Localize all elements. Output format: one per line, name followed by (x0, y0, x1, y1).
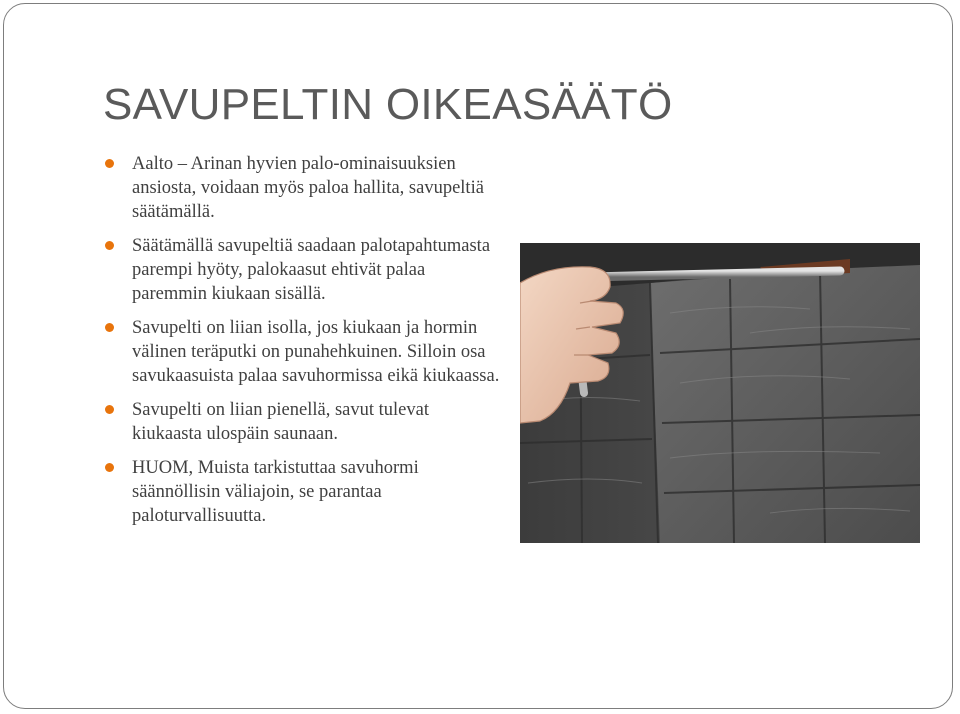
bullet-dot-icon (105, 241, 114, 250)
bullet-item (102, 152, 502, 224)
bullet-text: Säätämällä savupeltiä saadaan palotapahtumasta parempi hyöty, palokaasut ehtivät palaa paremmin kiukaan sisällä. (132, 236, 491, 304)
bullet-text: Savupelti on liian isolla, jos kiukaan ja hormin välinen teräputki on punahehkuinen. Silloin osa savukaasuista palaa savuhormissa eikä kiukaassa. (132, 318, 500, 386)
bullet-text: HUOM, Muista tarkistuttaa savuhormi säännöllisin väliajoin, se parantaa paloturvallisuutta. (132, 458, 419, 526)
damper-photo (520, 243, 920, 543)
damper-photo-illustration (520, 243, 920, 543)
bullet-item (102, 234, 502, 306)
slide-title: SAVUPELTIN OIKEASÄÄTÖ (103, 80, 673, 129)
bullet-item (102, 456, 502, 528)
bullet-text: Savupelti on liian pienellä, savut tulevat kiukaasta ulospäin saunaan. (132, 400, 429, 444)
bullet-dot-icon (105, 323, 114, 332)
bullet-dot-icon (105, 463, 114, 472)
bullet-item (102, 316, 502, 388)
bullet-text: Aalto – Arinan hyvien palo-ominaisuuksien ansiosta, voidaan myös paloa hallita, savupeltiä säätämällä. (132, 154, 484, 222)
bullet-dot-icon (105, 405, 114, 414)
bullet-dot-icon (105, 159, 114, 168)
slide (3, 3, 953, 709)
bullet-item (102, 398, 502, 446)
bullet-list (102, 152, 502, 538)
